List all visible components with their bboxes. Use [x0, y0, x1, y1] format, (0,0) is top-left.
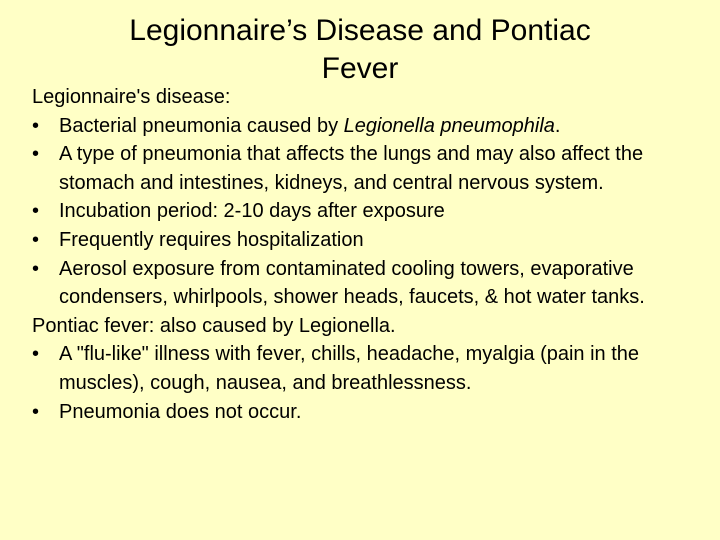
bullet-icon: • — [32, 228, 40, 251]
list-item — [32, 340, 712, 397]
bullet-icon: • — [32, 143, 40, 166]
title-line-2: Fever — [321, 52, 399, 85]
pontiac-heading: Pontiac fever: also caused by Legionella. — [32, 314, 396, 337]
bullet-icon: • — [32, 257, 40, 280]
slide-body — [32, 83, 712, 426]
list-item — [32, 112, 712, 141]
bullet-icon: • — [32, 200, 40, 223]
pontiac-bullet-list — [32, 340, 712, 426]
list-item — [32, 197, 712, 226]
item-text: Bacterial pneumonia caused by — [59, 114, 344, 137]
legionnaires-heading: Legionnaire's disease: — [32, 86, 231, 108]
bullet-icon: • — [32, 114, 40, 137]
item-text: Frequently requires hospitalization — [59, 228, 364, 251]
bullet-icon: • — [32, 343, 40, 366]
item-text: Pneumonia does not occur. — [59, 400, 302, 423]
item-text: Incubation period: 2-10 days after exposure — [59, 200, 445, 223]
item-text: A "flu-like" illness with fever, chills, headache, myalgia (pain in the muscles), cough, nausea, and breathlessness. — [59, 343, 640, 394]
list-item — [32, 255, 712, 312]
slide-title — [60, 12, 660, 88]
title-line-1: Legionnaire’s Disease and Pontiac — [129, 14, 591, 47]
list-item — [32, 140, 712, 197]
organism-name: Legionella pneumophila — [343, 114, 555, 137]
bullet-icon: • — [32, 400, 40, 423]
item-end: . — [554, 114, 561, 137]
list-item — [32, 226, 712, 255]
list-item — [32, 398, 712, 427]
item-text: A type of pneumonia that affects the lungs and may also affect the stomach and intestines, kidneys, and central nervous system. — [59, 143, 644, 194]
item-text: Aerosol exposure from contaminated cooling towers, evaporative condensers, whirlpools, shower heads, faucets, & hot water tanks. — [59, 257, 645, 309]
legionnaires-bullet-list — [32, 112, 712, 312]
